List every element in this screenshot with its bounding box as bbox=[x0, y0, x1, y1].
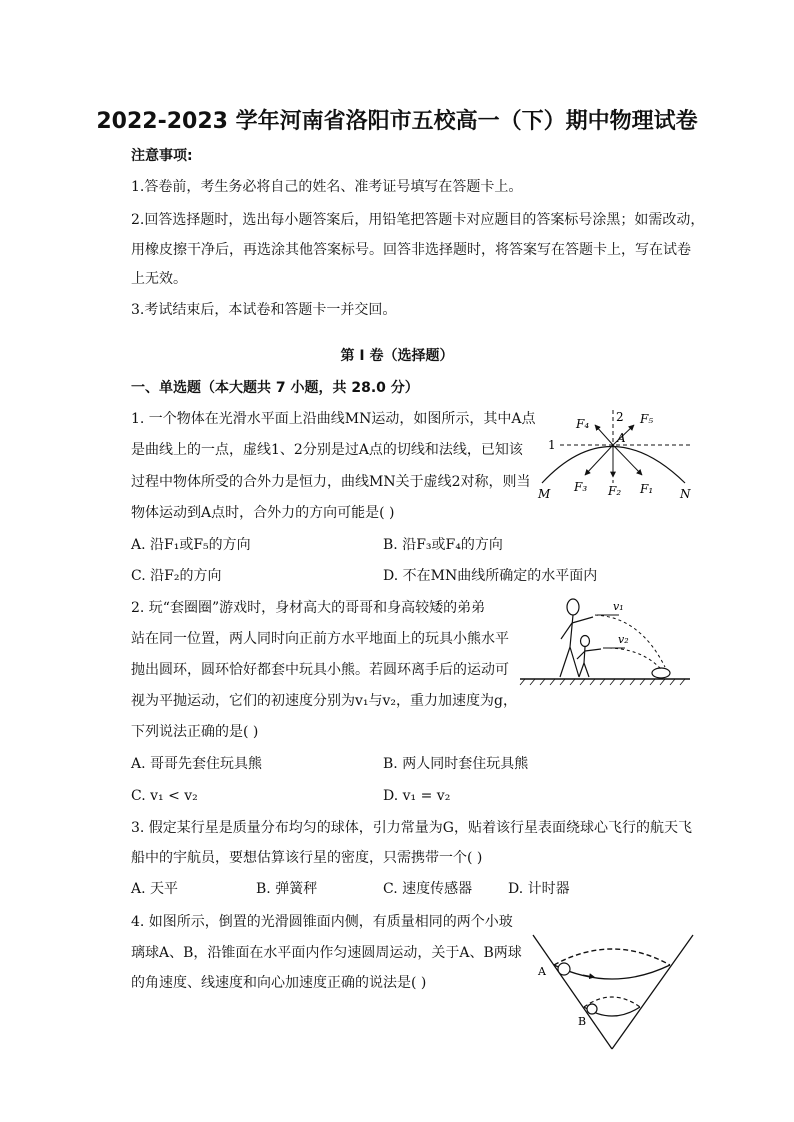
notice-item: 用橡皮擦干净后，再选涂其他答案标号。回答非选择题时，将答案写在答题卡上，写在试卷 bbox=[131, 242, 691, 258]
trajectory-v2 bbox=[603, 648, 661, 669]
q3-option-c: C. 速度传感器 bbox=[383, 881, 473, 897]
orbit-a-back bbox=[554, 949, 670, 965]
q2-option-c: C. v₁ < v₂ bbox=[131, 788, 198, 804]
part-title: 一、单选题（本大题共 7 小题，共 28.0 分） bbox=[131, 380, 419, 396]
cone-left-edge bbox=[533, 935, 612, 1049]
q1-option-d: D. 不在MN曲线所确定的水平面内 bbox=[383, 568, 598, 584]
q3-option-b: B. 弹簧秤 bbox=[256, 881, 318, 897]
notice-item: 2.回答选择题时，选出每小题答案后，用铅笔把答题卡对应题目的答案标号涂黑；如需改动， bbox=[131, 212, 705, 228]
q3-stem-line: 船中的宇航员，要想估算该行星的密度，只需携带一个( ) bbox=[131, 850, 483, 866]
q1-stem-line: 过程中物体所受的合外力是恒力，曲线MN关于虚线2对称，则当 bbox=[131, 474, 531, 490]
label-ball-b: B bbox=[578, 1015, 587, 1028]
q1-stem-line: 物体运动到A点时，合外力的方向可能是( ) bbox=[131, 505, 395, 521]
notice-item: 1.答卷前，考生务必将自己的姓名、准考证号填写在答题卡上。 bbox=[131, 179, 523, 195]
label-f1: F₁ bbox=[640, 482, 654, 496]
notice-item: 3.考试结束后，本试卷和答题卡一并交回。 bbox=[131, 302, 397, 318]
ball-a bbox=[558, 963, 570, 975]
q1-force-diagram bbox=[530, 405, 700, 505]
label-f4: F₄ bbox=[576, 417, 590, 431]
force-f1-arrow bbox=[613, 445, 642, 475]
notice-heading: 注意事项: bbox=[131, 148, 193, 164]
q1-stem-line: 是曲线上的一点，虚线1、2分别是过A点的切线和法线，已知该 bbox=[131, 442, 523, 458]
label-ball-a: A bbox=[538, 965, 546, 978]
force-f4-arrow bbox=[595, 425, 613, 445]
q3-option-d: D. 计时器 bbox=[508, 881, 570, 897]
q2-option-a: A. 哥哥先套住玩具熊 bbox=[131, 756, 263, 772]
cone-right-edge bbox=[612, 935, 693, 1049]
label-f5: F₅ bbox=[640, 412, 654, 426]
q1-stem-line: 1. 一个物体在光滑水平面上沿曲线MN运动，如图所示，其中A点 bbox=[131, 411, 536, 427]
q4-stem-line: 璃球A、B，沿锥面在水平面内作匀速圆周运动，关于A、B两球 bbox=[131, 945, 522, 961]
q1-option-c: C. 沿F₂的方向 bbox=[131, 568, 222, 584]
q2-stem-line: 抛出圆环，圆环恰好都套中玩具小熊。若圆环离手后的运动可 bbox=[131, 662, 509, 678]
q2-ring-toss-figure bbox=[515, 595, 695, 690]
younger-brother-figure bbox=[577, 636, 601, 678]
label-v2: v₂ bbox=[618, 633, 629, 646]
trajectory-v1 bbox=[595, 615, 665, 667]
q4-stem-line: 的角速度、线速度和向心加速度正确的说法是( ) bbox=[131, 975, 427, 991]
q2-stem-line: 视为平抛运动，它们的初速度分别为v₁与v₂，重力加速度为g， bbox=[131, 693, 518, 709]
page-title: 2022-2023 学年河南省洛阳市五校高一（下）期中物理试卷 bbox=[96, 109, 698, 134]
q1-option-a: A. 沿F₁或F₅的方向 bbox=[131, 537, 251, 553]
force-f3-arrow bbox=[585, 445, 613, 475]
q2-option-d: D. v₁ = v₂ bbox=[383, 788, 451, 804]
label-f3: F₃ bbox=[574, 480, 588, 494]
q1-option-b: B. 沿F₃或F₄的方向 bbox=[383, 537, 503, 553]
section-title: 第 I 卷（选择题） bbox=[340, 348, 454, 364]
brother-figure bbox=[560, 599, 593, 677]
q2-option-b: B. 两人同时套住玩具熊 bbox=[383, 756, 529, 772]
label-2: 2 bbox=[616, 410, 624, 424]
label-f2: F₂ bbox=[608, 484, 622, 498]
q3-option-a: A. 天平 bbox=[131, 881, 179, 897]
label-a: A bbox=[617, 431, 626, 445]
toy-bear bbox=[652, 668, 670, 678]
q4-cone-figure bbox=[528, 925, 703, 1055]
q4-stem-line: 4. 如图所示，倒置的光滑圆锥面内侧，有质量相同的两个小玻 bbox=[131, 914, 513, 930]
q3-stem-line: 3. 假定某行星是质量分布均匀的球体，引力常量为G，贴着该行星表面绕球心飞行的航天飞 bbox=[131, 820, 692, 836]
ball-b bbox=[587, 1004, 597, 1014]
orbit-a-front bbox=[554, 965, 670, 979]
label-m: M bbox=[538, 487, 551, 501]
label-1: 1 bbox=[548, 438, 556, 452]
label-n: N bbox=[680, 487, 691, 501]
q2-stem-line: 站在同一位置，两人同时向正前方水平地面上的玩具小熊水平 bbox=[131, 631, 509, 647]
notice-item: 上无效。 bbox=[131, 271, 187, 287]
q2-stem-line: 2. 玩“套圈圈”游戏时，身材高大的哥哥和身高较矮的弟弟 bbox=[131, 600, 486, 616]
q2-stem-line: 下列说法正确的是( ) bbox=[131, 724, 259, 740]
label-v1: v₁ bbox=[613, 600, 624, 613]
ground-hatch bbox=[520, 679, 685, 685]
